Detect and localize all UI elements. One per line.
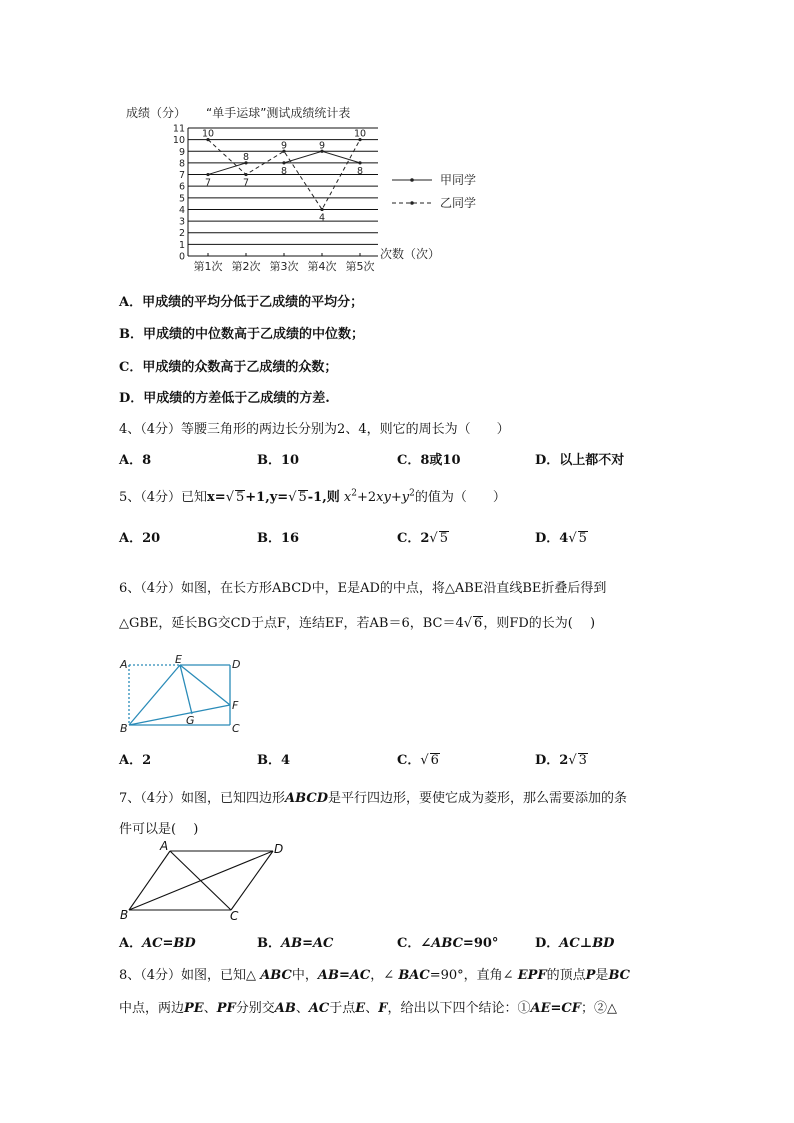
x-tick-label: 第4次 (307, 260, 337, 273)
q8-l2-a: 中点，两边 (119, 1001, 185, 1016)
q8-line1 (119, 964, 630, 983)
q7-option-c (397, 932, 498, 951)
q4-option-d: D．以上都不对 (535, 453, 625, 468)
data-label: 7 (204, 177, 212, 189)
chart-ylabel: 成绩（分） (126, 106, 187, 120)
q5-x-root: 5 (236, 490, 245, 505)
q6-option-c-root: 6 (430, 753, 439, 768)
q3-option-c: C．甲成绩的众数高于乙成绩的众数； (119, 360, 338, 375)
y-tick-label: 6 (178, 181, 185, 193)
sqrt-icon: √ (568, 753, 577, 768)
q8-l1-d: =90°，直角∠ (429, 968, 518, 983)
q7-parallelogram-figure (112, 838, 292, 924)
q7-line1 (119, 787, 627, 806)
q7-option-b (257, 932, 333, 951)
legend-marker-yi (410, 201, 414, 205)
sqrt-icon: √ (463, 616, 473, 631)
q7-option-d-text: AC⊥BD (559, 936, 615, 951)
q5-minus1: -1, (307, 490, 327, 505)
q8-l2-pe: PE (184, 1001, 204, 1016)
q8-l2-d: 、 (295, 1001, 309, 1016)
q8-l1-abc: ABC (260, 968, 292, 983)
legend-label-yi: 乙同学 (440, 196, 477, 210)
q8-l1-b: 中， (291, 968, 318, 983)
q8-l1-a: 8、（4分）如图，已知△ (119, 968, 261, 983)
legend-marker-jia (410, 178, 414, 182)
x-tick-label: 第2次 (231, 260, 261, 273)
chart-title: “单手运球”测试成绩统计表 (206, 106, 351, 120)
q8-l1-e: 的顶点 (546, 968, 586, 983)
q6-line2-b: ，则FD的长为( ) (483, 616, 596, 631)
q5-expr-xy: xy (376, 490, 391, 505)
x-tick-label: 第5次 (345, 260, 375, 273)
q6-line2-a: △GBE，延长BG交CD于点F，连结EF，若AB＝6，BC＝4 (119, 616, 464, 631)
x-tick-label: 第3次 (269, 260, 299, 273)
y-tick-label: 10 (172, 135, 185, 147)
y-tick-label: 4 (178, 204, 185, 216)
q8-l2-ab: AB (274, 1001, 296, 1016)
q8-line2 (119, 997, 617, 1016)
data-point (244, 173, 247, 176)
y-tick-label: 8 (178, 158, 185, 170)
data-label: 7 (242, 177, 250, 189)
y-tick-label: 11 (172, 123, 185, 135)
sqrt-icon: √ (225, 490, 234, 505)
q8-l1-f: 是 (595, 968, 609, 983)
q5-y: y= (269, 490, 289, 505)
q7-label-d: D (274, 842, 284, 856)
q5-option-a: A．20 (119, 531, 161, 546)
y-tick-label: 0 (178, 251, 185, 263)
chart-xlabel: 次数（次） (380, 247, 441, 261)
q4-option-c: C．8或10 (397, 453, 461, 468)
q5-option-c-pre: C．2 (397, 531, 430, 546)
q5-option-b: B．16 (257, 531, 300, 546)
q7-label-a: A (160, 839, 169, 853)
data-point (320, 208, 323, 211)
legend-label-jia: 甲同学 (440, 173, 477, 187)
q5-expr-plus2: +2 (356, 490, 377, 505)
q6-label-f: F (232, 699, 239, 712)
sqrt-icon: √ (568, 531, 577, 546)
q8-l1-bc: BC (608, 968, 631, 983)
q5-y-root: 5 (298, 490, 307, 505)
q8-l2-f: 、 (365, 1001, 379, 1016)
q6-label-b: B (120, 722, 128, 735)
x-tick-label: 第1次 (193, 260, 223, 273)
q8-l2-b: 、 (203, 1001, 217, 1016)
q5-expr-y: y (401, 490, 410, 505)
q5-option-c-root: 5 (439, 531, 448, 546)
q6-option-d (535, 749, 588, 768)
q8-l2-ac: AC (308, 1001, 330, 1016)
q7-option-a-text: AC=BD (142, 936, 196, 951)
data-point (282, 161, 285, 164)
y-tick-label: 9 (178, 146, 185, 158)
y-tick-label: 3 (178, 216, 185, 228)
data-label: 10 (201, 128, 215, 140)
q5-option-d-pre: D．4 (535, 531, 569, 546)
q5-x: x= (207, 490, 226, 505)
q6-label-c: C (232, 722, 240, 735)
data-point (358, 161, 361, 164)
data-label: 4 (318, 212, 326, 224)
q6-line1: 6、（4分）如图，在长方形ABCD中，E是AD的中点，将△ABE沿直线BE折叠后得到 (119, 581, 607, 596)
y-tick-label: 5 (178, 193, 185, 205)
q6-label-d: D (232, 658, 241, 671)
q7-option-c-pre: C．∠ (397, 936, 432, 951)
q8-l2-g: ，给出以下四个结论：① (387, 1001, 531, 1016)
q7-line1-b: 是平行四边形，要使它成为菱形，那么需要添加的条 (327, 791, 627, 806)
q5-expr-plus: + (390, 490, 402, 505)
q6-option-c (397, 749, 440, 768)
q5-then: 则 (326, 490, 340, 505)
q7-label-b: B (120, 908, 129, 922)
q6-segment-ef (180, 665, 230, 705)
q4-option-a: A．8 (119, 453, 152, 468)
q6-label-a: A (120, 658, 128, 671)
data-label: 8 (242, 151, 250, 163)
q7-option-c-post: =90° (462, 936, 499, 951)
q7-option-b-pre: B． (257, 936, 281, 951)
q3-option-b: B．甲成绩的中位数高于乙成绩的中位数； (119, 327, 364, 342)
q6-line2 (119, 612, 595, 631)
y-tick-label: 2 (178, 228, 185, 240)
q8-l2-h: ；②△ (580, 1001, 617, 1016)
q8-l2-f-point: F (378, 1001, 388, 1016)
q6-option-a: A．2 (119, 753, 152, 768)
q8-l2-pf: PF (216, 1001, 236, 1016)
data-label: 9 (280, 140, 288, 152)
q7-option-a (119, 932, 196, 951)
q5-expr-x: x (343, 490, 352, 505)
q6-label-e: E (175, 653, 182, 666)
q5-option-c (397, 527, 449, 546)
q6-rectangle-figure (110, 652, 260, 738)
q8-l1-epf: EPF (517, 968, 547, 983)
q5-tail: 的值为（ ） (414, 490, 506, 505)
data-label: 8 (280, 165, 288, 177)
q5-sq2: 2 (409, 488, 415, 499)
q3-option-d: D．甲成绩的方差低于乙成绩的方差. (119, 391, 330, 406)
y-tick-label: 7 (178, 170, 185, 182)
q7-option-b-text: AB=AC (281, 936, 334, 951)
q7-line1-a: 7、（4分）如图，已知四边形 (119, 791, 286, 806)
q8-l1-ab-ac: AB=AC (317, 968, 371, 983)
q6-option-b: B．4 (257, 753, 291, 768)
q5-option-d (535, 527, 588, 546)
q8-l2-e-point: E (355, 1001, 366, 1016)
score-chart (110, 100, 510, 280)
y-tick-label: 1 (178, 239, 185, 251)
data-label: 8 (356, 165, 364, 177)
q4-stem: 4、（4分）等腰三角形的两边长分别为2、4，则它的周长为（ ） (119, 422, 510, 437)
q7-option-d-pre: D． (535, 936, 560, 951)
q8-l2-e: 于点 (329, 1001, 356, 1016)
q5-stem (119, 486, 506, 505)
sqrt-icon: √ (420, 753, 429, 768)
sqrt-icon: √ (288, 490, 297, 505)
data-label: 9 (318, 140, 326, 152)
q3-option-a: A．甲成绩的平均分低于乙成绩的平均分； (119, 295, 364, 310)
q8-l2-c: 分别交 (235, 1001, 275, 1016)
q5-plus1: +1, (245, 490, 270, 505)
q8-l2-ae-cf: AE=CF (530, 1001, 581, 1016)
q8-l1-c: ，∠ (370, 968, 399, 983)
q6-option-c-pre: C． (397, 753, 421, 768)
q5-sq1: 2 (351, 488, 357, 499)
q7-line1-abcd: ABCD (285, 791, 328, 806)
q6-label-g: G (186, 714, 195, 727)
q7-option-d (535, 932, 614, 951)
q6-option-d-pre: D．2 (535, 753, 569, 768)
q7-label-c: C (230, 909, 239, 923)
q6-option-d-root: 3 (578, 753, 587, 768)
q8-l1-bac: BAC (398, 968, 430, 983)
q7-option-c-text: ABC (431, 936, 463, 951)
data-point (206, 173, 209, 176)
sqrt-icon: √ (429, 531, 438, 546)
q5-prefix: 5、（4分）已知 (119, 490, 208, 505)
q4-option-b: B．10 (257, 453, 300, 468)
q8-l1-p: P (585, 968, 596, 983)
data-label: 10 (353, 128, 367, 140)
q7-line2: 件可以是( ) (119, 822, 199, 837)
q6-line2-root: 6 (474, 616, 483, 631)
q5-option-d-root: 5 (578, 531, 587, 546)
q7-option-a-pre: A． (119, 936, 143, 951)
